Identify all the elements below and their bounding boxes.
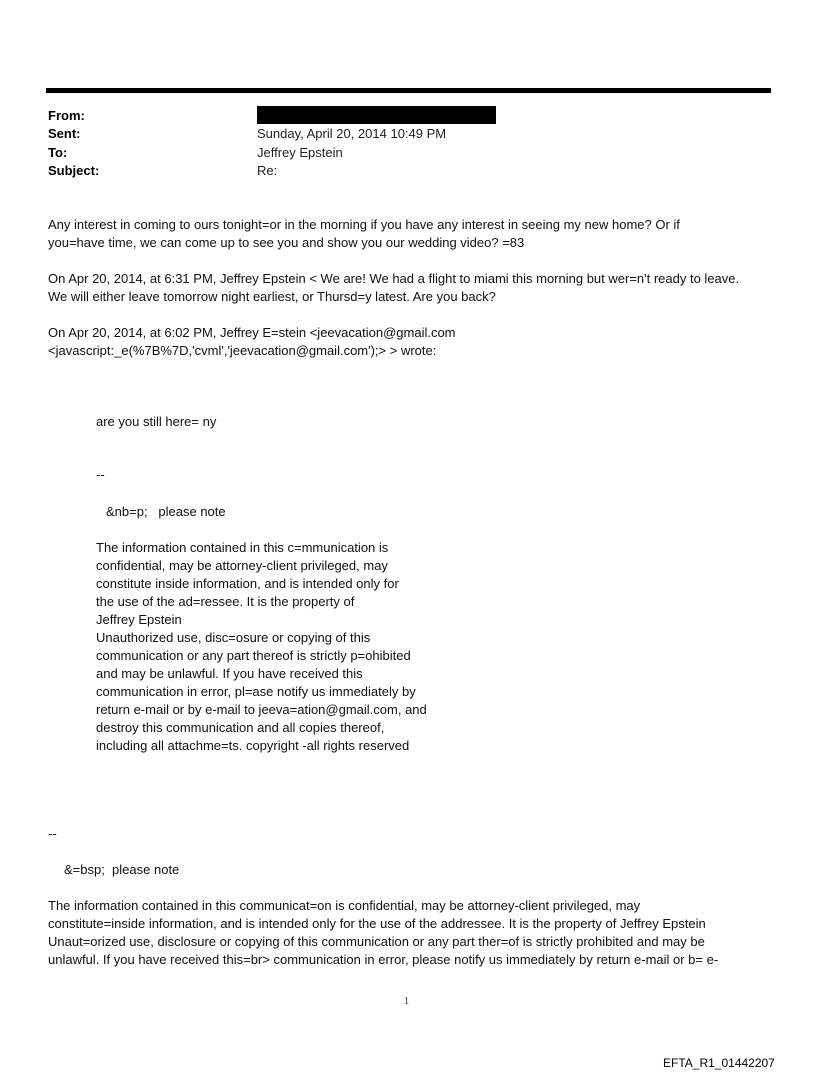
to-value: Jeffrey Epstein [257,145,343,160]
body-paragraph-1-line-1: Any interest in coming to ours tonight=or in the morning if you have any interest in seeing my new home? Or if [48,217,680,232]
page-number: 1 [404,996,409,1007]
body-paragraph-2-line-1: On Apr 20, 2014, at 6:31 PM, Jeffrey Epstein < We are! We had a flight to miami this morning but wer=n't ready to leave. [48,271,740,286]
from-label: From: [48,108,85,123]
footer-separator: -- [48,826,57,841]
document-id: EFTA_R1_01442207 [663,1056,775,1070]
body-paragraph-1-line-2: you=have time, we can come up to see you and show you our wedding video? =83 [48,235,525,250]
quoted-disclaimer-line: destroy this communication and all copies thereof, [96,720,385,735]
footer-note: &=bsp; please note [64,862,180,877]
quoted-disclaimer-line: including all attachme=ts. copyright -all rights reserved [96,738,410,753]
header-rule [46,88,771,93]
quoted-disclaimer-line: the use of the ad=ressee. It is the property of [96,594,355,609]
body-paragraph-3-line-2: <javascript:_e(%7B%7D,'cvml','jeevacation@gmail.com');> > wrote: [48,343,437,358]
quoted-separator: -- [96,467,105,482]
quoted-disclaimer-line: Unauthorized use, disc=osure or copying of this [96,630,371,645]
quoted-disclaimer-line: return e-mail or by e-mail to jeeva=ation@gmail.com, and [96,702,427,717]
quoted-disclaimer-line: The information contained in this c=mmunication is [96,540,389,555]
quoted-note: &nb=p; please note [106,504,226,519]
subject-label: Subject: [48,163,100,178]
footer-disclaimer-line: Unaut=orized use, disclosure or copying of this communication or any part ther=of is strictly prohibited and may be [48,934,705,949]
quoted-disclaimer-line: communication in error, pl=ase notify us immediately by [96,684,416,699]
quoted-question: are you still here= ny [96,414,217,429]
body-paragraph-3-line-1: On Apr 20, 2014, at 6:02 PM, Jeffrey E=stein <jeevacation@gmail.com [48,325,456,340]
quoted-disclaimer-line: Jeffrey Epstein [96,612,182,627]
quoted-disclaimer-line: confidential, may be attorney-client privileged, may [96,558,388,573]
from-redaction [257,106,496,124]
sent-value: Sunday, April 20, 2014 10:49 PM [257,126,447,141]
sent-label: Sent: [48,126,81,141]
quoted-disclaimer-line: and may be unlawful. If you have received this [96,666,363,681]
subject-value: Re: [257,163,278,178]
footer-disclaimer-line: The information contained in this communicat=on is confidential, may be attorney-client privileged, may [48,898,641,913]
quoted-disclaimer-line: constitute inside information, and is intended only for [96,576,399,591]
footer-disclaimer-line: unlawful. If you have received this=br> communication in error, please notify us immediately by return e-mail or b= e- [48,952,719,967]
footer-disclaimer-line: constitute=inside information, and is intended only for the use of the addressee. It is the property of Jeffrey Epstein [48,916,706,931]
to-label: To: [48,145,68,160]
body-paragraph-2-line-2: We will either leave tomorrow night earliest, or Thursd=y latest. Are you back? [48,289,496,304]
quoted-disclaimer-line: communication or any part thereof is strictly p=ohibited [96,648,411,663]
